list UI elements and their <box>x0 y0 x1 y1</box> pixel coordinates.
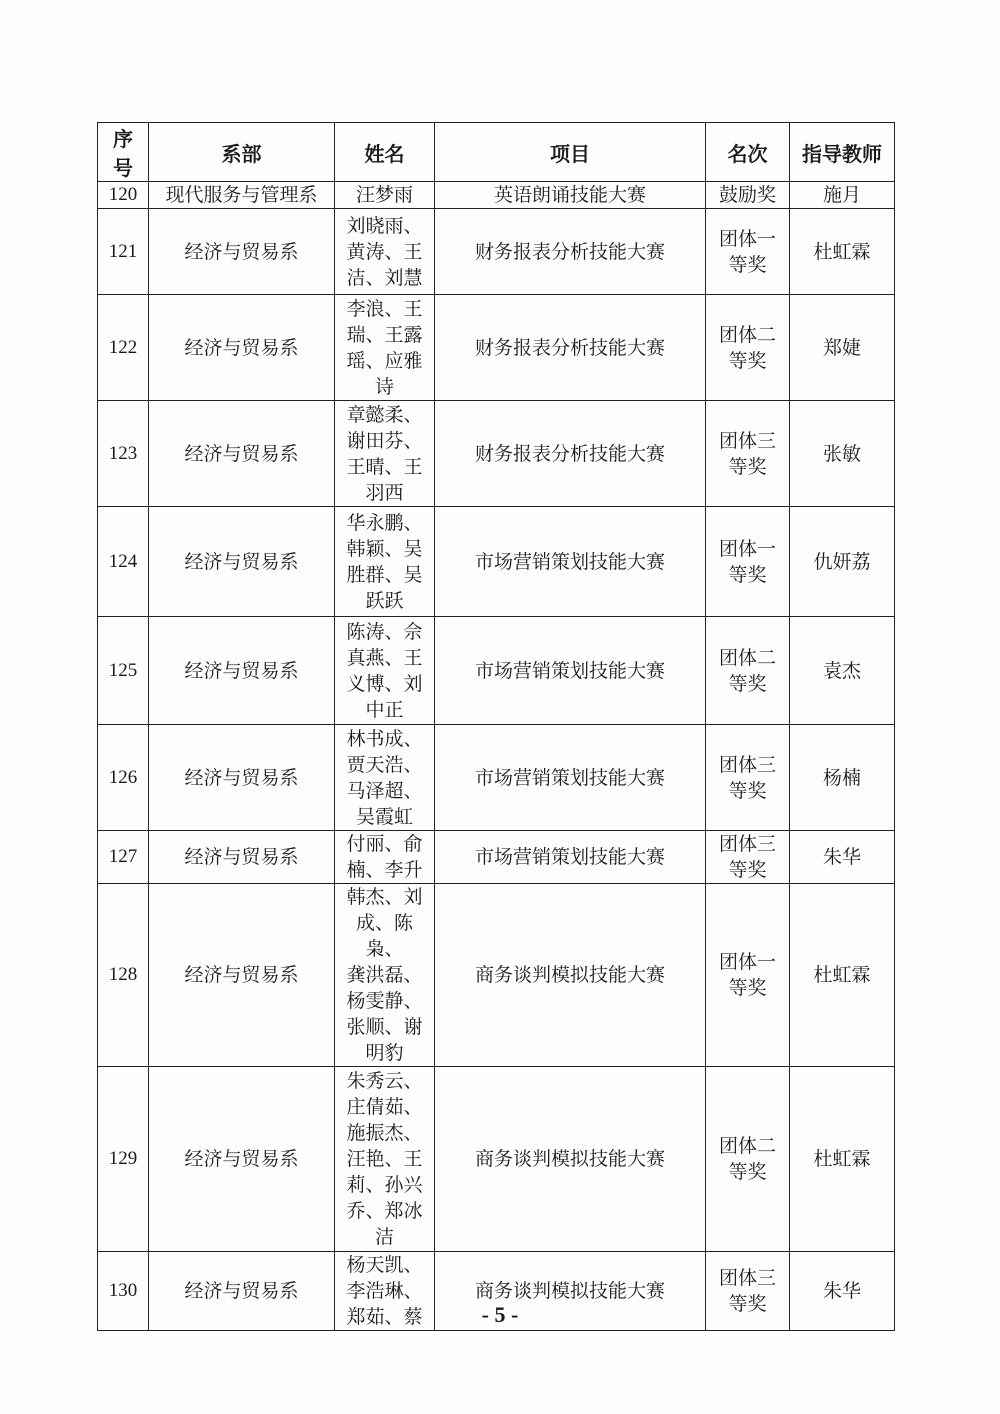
row-project: 商务谈判模拟技能大赛 <box>435 1252 706 1331</box>
row-teacher: 张敏 <box>790 401 895 507</box>
row-rank: 团体三 等奖 <box>706 401 790 507</box>
row-names: 汪梦雨 <box>335 182 435 209</box>
row-department: 经济与贸易系 <box>149 401 335 507</box>
row-teacher: 朱华 <box>790 831 895 884</box>
row-teacher: 朱华 <box>790 1252 895 1331</box>
row-names: 韩杰、刘 成、陈枭、 龚洪磊、 杨雯静、 张顺、谢 明豹 <box>335 884 435 1067</box>
row-project: 财务报表分析技能大赛 <box>435 209 706 295</box>
table-row <box>98 401 895 507</box>
header-project: 项目 <box>435 123 706 182</box>
row-names: 刘晓雨、 黄涛、王 洁、刘慧 <box>335 209 435 295</box>
table-row <box>98 725 895 831</box>
row-teacher: 杜虹霖 <box>790 209 895 295</box>
row-project: 市场营销策划技能大赛 <box>435 507 706 617</box>
row-rank: 团体三 等奖 <box>706 725 790 831</box>
row-names: 付丽、俞 楠、李升 <box>335 831 435 884</box>
row-number: 121 <box>98 209 149 295</box>
row-number: 127 <box>98 831 149 884</box>
page-number: - 5 - <box>481 1302 519 1327</box>
row-teacher: 杜虹霖 <box>790 884 895 1067</box>
row-names: 杨天凯、 李浩琳、 郑茹、蔡 <box>335 1252 435 1331</box>
row-department: 现代服务与管理系 <box>149 182 335 209</box>
table-row <box>98 295 895 401</box>
row-names: 李浪、王 瑞、王露 瑶、应雅 诗 <box>335 295 435 401</box>
row-department: 经济与贸易系 <box>149 831 335 884</box>
row-rank: 团体一 等奖 <box>706 209 790 295</box>
row-rank: 团体三 等奖 <box>706 831 790 884</box>
row-number: 130 <box>98 1252 149 1331</box>
row-rank: 鼓励奖 <box>706 182 790 209</box>
header-dept: 系部 <box>149 123 335 182</box>
row-department: 经济与贸易系 <box>149 617 335 725</box>
row-department: 经济与贸易系 <box>149 209 335 295</box>
row-names: 陈涛、佘 真燕、王 义博、刘 中正 <box>335 617 435 725</box>
awards-table <box>97 122 895 1331</box>
row-number: 128 <box>98 884 149 1067</box>
row-project: 商务谈判模拟技能大赛 <box>435 1067 706 1252</box>
header-rank: 名次 <box>706 123 790 182</box>
row-teacher: 袁杰 <box>790 617 895 725</box>
row-project: 商务谈判模拟技能大赛 <box>435 884 706 1067</box>
row-number: 126 <box>98 725 149 831</box>
row-names: 朱秀云、 庄倩茹、 施振杰、 汪艳、王 莉、孙兴 乔、郑冰 洁 <box>335 1067 435 1252</box>
row-names: 章懿柔、 谢田芬、 王晴、王 羽西 <box>335 401 435 507</box>
row-teacher: 杜虹霖 <box>790 1067 895 1252</box>
row-project: 市场营销策划技能大赛 <box>435 831 706 884</box>
row-rank: 团体二 等奖 <box>706 617 790 725</box>
table-row <box>98 507 895 617</box>
table-row <box>98 831 895 884</box>
row-department: 经济与贸易系 <box>149 1067 335 1252</box>
row-teacher: 郑婕 <box>790 295 895 401</box>
row-project: 英语朗诵技能大赛 <box>435 182 706 209</box>
row-teacher: 仇妍荔 <box>790 507 895 617</box>
table-header-row <box>98 123 895 182</box>
table-row <box>98 884 895 1067</box>
header-teacher: 指导教师 <box>790 123 895 182</box>
row-rank: 团体三 等奖 <box>706 1252 790 1331</box>
row-department: 经济与贸易系 <box>149 725 335 831</box>
row-names: 林书成、 贾天浩、 马泽超、 吴霞虹 <box>335 725 435 831</box>
table-row <box>98 182 895 209</box>
row-department: 经济与贸易系 <box>149 1252 335 1331</box>
table-row <box>98 209 895 295</box>
table-row <box>98 1067 895 1252</box>
row-number: 120 <box>98 182 149 209</box>
row-number: 124 <box>98 507 149 617</box>
row-number: 122 <box>98 295 149 401</box>
row-names: 华永鹏、 韩颖、吴 胜群、吴 跃跃 <box>335 507 435 617</box>
header-no: 序 号 <box>98 123 149 182</box>
row-project: 市场营销策划技能大赛 <box>435 725 706 831</box>
row-teacher: 施月 <box>790 182 895 209</box>
row-department: 经济与贸易系 <box>149 884 335 1067</box>
header-names: 姓名 <box>335 123 435 182</box>
row-number: 123 <box>98 401 149 507</box>
row-number: 129 <box>98 1067 149 1252</box>
row-department: 经济与贸易系 <box>149 507 335 617</box>
row-project: 财务报表分析技能大赛 <box>435 295 706 401</box>
row-rank: 团体二 等奖 <box>706 295 790 401</box>
row-project: 市场营销策划技能大赛 <box>435 617 706 725</box>
table-row <box>98 617 895 725</box>
row-teacher: 杨楠 <box>790 725 895 831</box>
row-rank: 团体一 等奖 <box>706 507 790 617</box>
row-project: 财务报表分析技能大赛 <box>435 401 706 507</box>
row-rank: 团体二 等奖 <box>706 1067 790 1252</box>
row-department: 经济与贸易系 <box>149 295 335 401</box>
row-number: 125 <box>98 617 149 725</box>
row-rank: 团体一 等奖 <box>706 884 790 1067</box>
